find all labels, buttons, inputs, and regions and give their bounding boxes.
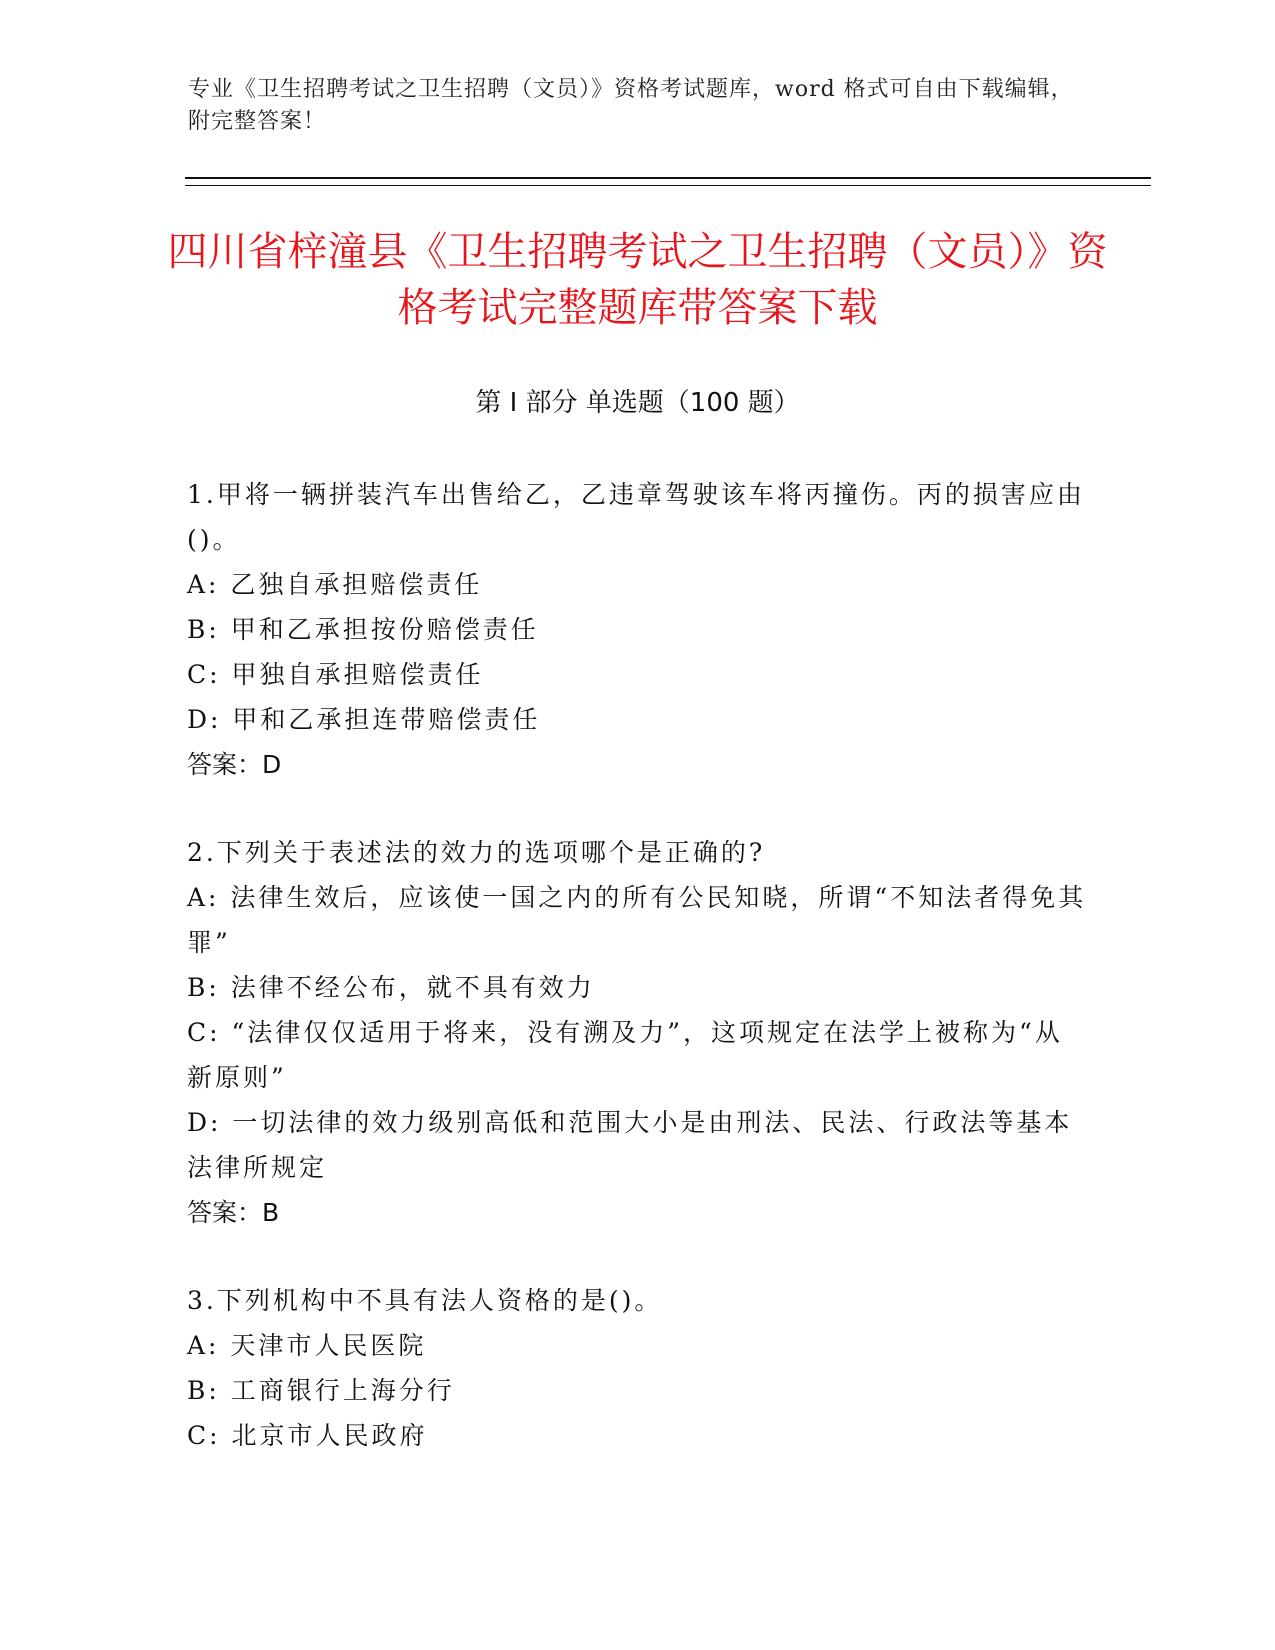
header-divider: [185, 177, 1151, 186]
option-a: A: 天津市人民医院: [187, 1331, 427, 1360]
question-text: 2.下列关于表述法的效力的选项哪个是正确的?: [187, 838, 766, 867]
option-a: A: 乙独自承担赔偿责任: [187, 570, 483, 599]
question-text: 1.甲将一辆拼装汽车出售给乙，乙违章驾驶该车将丙撞伤。丙的损害应由()。: [187, 480, 1085, 554]
section-title: 第 I 部分 单选题（100 题）: [475, 388, 800, 418]
option-c: C: “法律仅仅适用于将来，没有溯及力”，这项规定在法学上被称为“从新原则”: [187, 1018, 1063, 1092]
question-text: 3.下列机构中不具有法人资格的是()。: [187, 1286, 663, 1315]
option-b: B: 工商银行上海分行: [187, 1376, 455, 1405]
option-b: B: 法律不经公布，就不具有效力: [187, 973, 595, 1002]
header-note: 专业《卫生招聘考试之卫生招聘（文员）》资格考试题库，word 格式可自由下载编辑，附完整答案！: [188, 77, 1074, 134]
question-2: [187, 830, 1087, 1235]
option-d: D: 甲和乙承担连带赔偿责任: [187, 705, 541, 734]
option-c: C: 北京市人民政府: [187, 1421, 428, 1450]
answer: 答案：D: [187, 750, 282, 779]
question-3: [187, 1278, 1087, 1458]
option-c: C: 甲独自承担赔偿责任: [187, 660, 484, 689]
question-list: [187, 472, 1087, 1501]
option-b: B: 甲和乙承担按份赔偿责任: [187, 615, 539, 644]
answer: 答案：B: [187, 1198, 280, 1227]
option-d: D: 一切法律的效力级别高低和范围大小是由刑法、民法、行政法等基本法律所规定: [187, 1108, 1073, 1182]
document-title: 四川省梓潼县《卫生招聘考试之卫生招聘（文员）》资格考试完整题库带答案下载: [167, 229, 1108, 331]
question-1: [187, 472, 1087, 787]
option-a: A: 法律生效后，应该使一国之内的所有公民知晓，所谓“不知法者得免其罪”: [187, 883, 1087, 957]
